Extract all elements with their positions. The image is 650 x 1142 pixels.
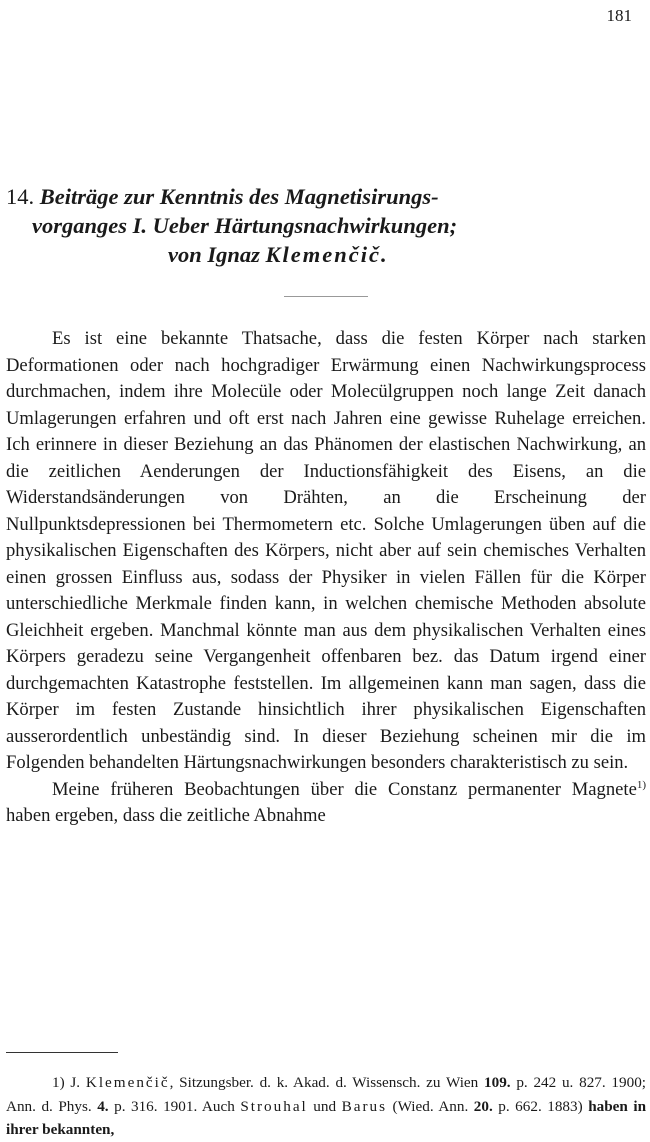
page-number: 181 <box>606 6 632 25</box>
paragraph-1: Es ist eine bekannte Thatsache, dass die festen Körper nach starken Deformationen oder nach hochgradiger Erwärmung einen Nachwirkungsprocess durchmachen, indem ihre Molecüle oder Molecülgruppen noch lange Zeit danach Umlagerungen erfahren und oft erst nach Jahren eine gewisse Ruhelage erreichen. Ich erinnere in dieser Beziehung an das Phänomen der elastischen Nachwirkung, an die zeitlichen Aenderungen der Inductionsfähigkeit des Eisens, an die Widerstandsänderungen von Drähten, an die Erscheinung der Nullpunktsdepressionen bei Thermometern etc. Solche Umlagerungen üben auf die physikalischen Eigenschaften des Körpers, nicht aber auf sein chemisches Verhalten einen grossen Einfluss aus, sodass der Physiker in vielen Fällen für die Körper unterschiedliche Merkmale finden kann, in welchen chemische Methoden absolute Gleichheit ergeben. Manchmal könnte man aus dem physikalischen Verhalten eines Körpers geradezu seine Vergangenheit offenbaren bez. das Datum irgend einer durchgemachten Katastrophe feststellen. Im allgemeinen kann man sagen, dass die Körper im festen Zustande hinsichtlich ihrer physikalischen Eigenschaften ausserordentlich unbeständig sind. In dieser Beziehung scheinen mir die im Folgenden behandelten Härtungsnachwirkungen besonders charakteristisch zu sein. <box>6 328 646 773</box>
footnote-seg-1: , Sitzungsber. d. k. Akad. d. Wissensch. zu Wien <box>169 1074 484 1091</box>
title-von: von Ignaz <box>168 242 260 267</box>
footnote-seg-6: p. 662. 1883) <box>492 1097 589 1115</box>
footnote-seg-3: p. 316. 1901. Auch <box>108 1097 241 1115</box>
article-title <box>6 182 642 269</box>
title-separator <box>284 296 368 297</box>
paragraph-2-text: Meine früheren Beobachtungen über die Constanz permanenter Magnete <box>52 778 637 800</box>
paragraph-2-text-end: haben ergeben, dass die zeitliche Abnahme <box>6 805 326 826</box>
footnote-seg-5: (Wied. Ann. <box>387 1097 474 1115</box>
footnote-marker: 1) J. <box>52 1074 81 1091</box>
article-number: 14. <box>6 184 35 209</box>
footnote-separator <box>6 1052 118 1053</box>
footnote-author-3: Barus <box>341 1097 388 1115</box>
footnote-author-1: Klemenčič <box>85 1074 170 1091</box>
footnote-seg-2: p. 242 u. 827. 1900; Ann. d. Phys. <box>6 1074 647 1115</box>
footnote-seg-7: haben in ihrer bekannten, <box>6 1097 647 1138</box>
title-text-2: vorganges I. Ueber Härtungsnachwirkungen; <box>32 213 458 238</box>
footnote-author-2: Strouhal <box>240 1097 308 1115</box>
footnote-volume-2: 4. <box>97 1097 109 1115</box>
footnote-reference[interactable]: 1) <box>636 778 646 791</box>
footnote-volume-3: 20. <box>473 1097 493 1115</box>
title-text-1: Beiträge zur Kenntnis des Magnetisirungs- <box>39 184 439 209</box>
footnote-seg-4: und <box>307 1097 342 1115</box>
paragraph-2 <box>6 777 646 830</box>
title-author-line <box>6 240 642 269</box>
article-body <box>6 326 646 830</box>
footnote <box>6 1071 646 1142</box>
title-line-2 <box>6 211 642 240</box>
title-line-1 <box>6 182 642 211</box>
author-name: Klemenčič. <box>265 242 389 267</box>
footnote-volume-1: 109. <box>484 1074 511 1091</box>
footnote-text <box>6 1071 646 1142</box>
